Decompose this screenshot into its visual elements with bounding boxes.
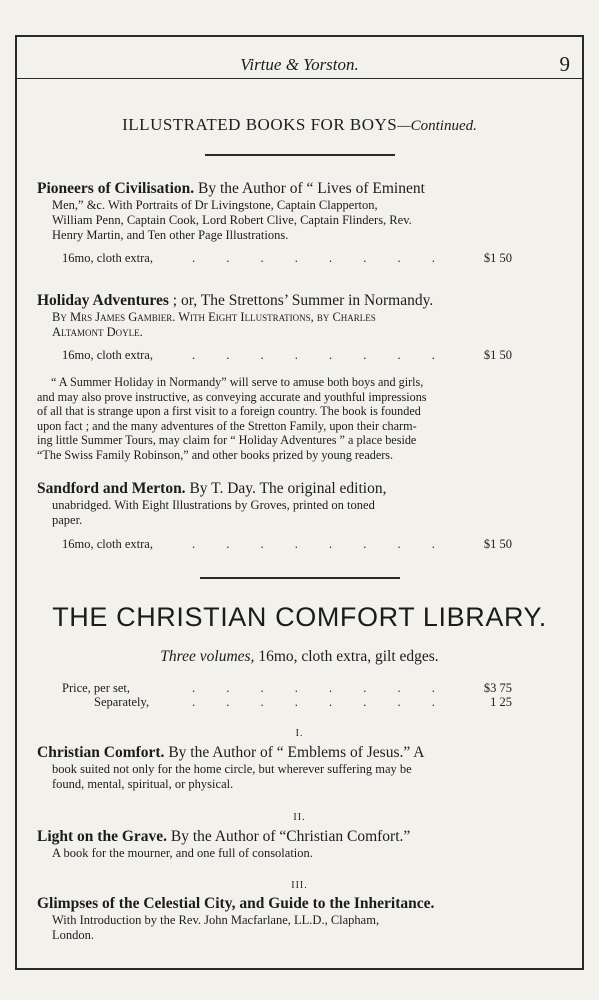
book-desc-line: Men,” &c. With Portraits of Dr Livingstone, Captain Clapperton, [52,198,378,212]
review-line: “ A Summer Holiday in Normandy” will serve to amuse both boys and girls, [51,375,424,389]
volume-entry-glimpses [37,894,562,943]
library-subtitle [15,648,584,666]
review-line: upon fact ; and the many adventures of the Stretton Family, upon their charm- [37,418,417,433]
volume-desc-line: By the Author of “Christian Comfort.” [170,828,411,845]
price-label: Price, per set, [62,681,131,695]
price-value: 1 25 [490,695,512,709]
book-review [37,375,562,462]
review-line: ing little Summer Tours, may claim for “ Holiday Adventures ” a place beside [37,433,417,447]
section-continued: —Continued. [397,118,477,134]
review-line: “The Swiss Family Robinson,” and other books prized by young readers. [37,447,394,462]
library-subtitle-rest: 16mo, cloth extra, gilt edges. [258,648,439,665]
volume-title: Christian Comfort. [37,744,165,761]
volume-desc-line: book suited not only for the home circle, but wherever suffering may be [52,762,412,776]
price-value: $1 50 [483,348,512,362]
format-label: 16mo, cloth extra, [62,348,153,362]
price-value: $3 75 [483,681,512,695]
book-desc-line: paper. [52,513,83,527]
book-desc-line: By T. Day. The original edition, [189,480,387,497]
section-heading-text: ILLUSTRATED BOOKS FOR BOYS [122,115,398,134]
leader-dots: . . . . . . . . [192,681,449,695]
book-title: Holiday Adventures [37,292,169,309]
volume-title: Light on the Grave. [37,828,168,845]
section-divider [200,577,400,579]
format-label: 16mo, cloth extra, [62,251,153,265]
volume-entry-light-on-grave [37,827,562,861]
review-line: and may also prove instructive, as conveying accurate and youthful impressions [37,389,427,404]
format-label: 16mo, cloth extra, [62,537,153,551]
volume-entry-christian-comfort [37,743,562,792]
price-row [62,251,512,266]
running-head [15,47,584,79]
volume-numeral: I. [295,728,304,739]
book-title: Sandford and Merton. [37,480,186,497]
volume-desc-line: By the Author of “ Emblems of Jesus.” A [168,744,425,761]
book-desc-line: William Penn, Captain Cook, Lord Robert Clive, Captain Flinders, Rev. [52,213,412,227]
book-desc-line: Altamont Doyle. [52,325,143,339]
book-desc-line: Henry Martin, and Ten other Page Illustrations. [52,228,289,242]
review-line: of all that is strange upon a first visit to a foreign country. The book is founded [37,404,421,418]
book-entry-sandford-merton [37,479,562,528]
book-desc-line: ; or, The Strettons’ Summer in Normandy. [172,292,434,309]
leader-dots: . . . . . . . . [192,537,449,551]
library-title: THE CHRISTIAN COMFORT LIBRARY. [52,602,547,632]
book-desc-line: unabridged. With Eight Illustrations by Groves, printed on toned [52,498,375,512]
leader-dots: . . . . . . . . [192,348,449,362]
library-subtitle-italic: Three volumes, [160,648,255,665]
price-row [62,348,512,363]
leader-dots: . . . . . . . . [192,695,449,709]
price-row-separately [62,695,512,710]
book-desc-line: By the Author of “ Lives of Eminent [198,180,425,197]
section-rule [205,154,395,156]
leader-dots: . . . . . . . . [192,251,449,265]
price-row-set [62,681,512,696]
volume-title: Glimpses of the Celestial City, and Guide to the Inheritance. [37,895,435,912]
volume-desc-line: London. [52,928,95,942]
section-heading [15,115,584,135]
volume-numeral: II. [293,812,306,823]
page-number: 9 [559,52,570,76]
volume-desc-line: With Introduction by the Rev. John Macfarlane, LL.D., Clapham, [52,913,380,927]
book-desc-line: By Mrs James Gambier. With Eight Illustrations, by Charles [52,310,376,324]
price-value: $1 50 [483,251,512,265]
book-entry-holiday-adventures [37,291,562,340]
publisher-name: Virtue & Yorston. [240,55,359,74]
price-row [62,537,512,552]
volume-numeral: III. [291,880,308,891]
book-title: Pioneers of Civilisation. [37,180,195,197]
book-entry-pioneers [37,179,562,243]
price-value: $1 50 [483,537,512,551]
volume-desc-line: found, mental, spiritual, or physical. [52,777,234,791]
price-label: Separately, [94,695,150,709]
volume-desc-line: A book for the mourner, and one full of consolation. [52,846,313,860]
